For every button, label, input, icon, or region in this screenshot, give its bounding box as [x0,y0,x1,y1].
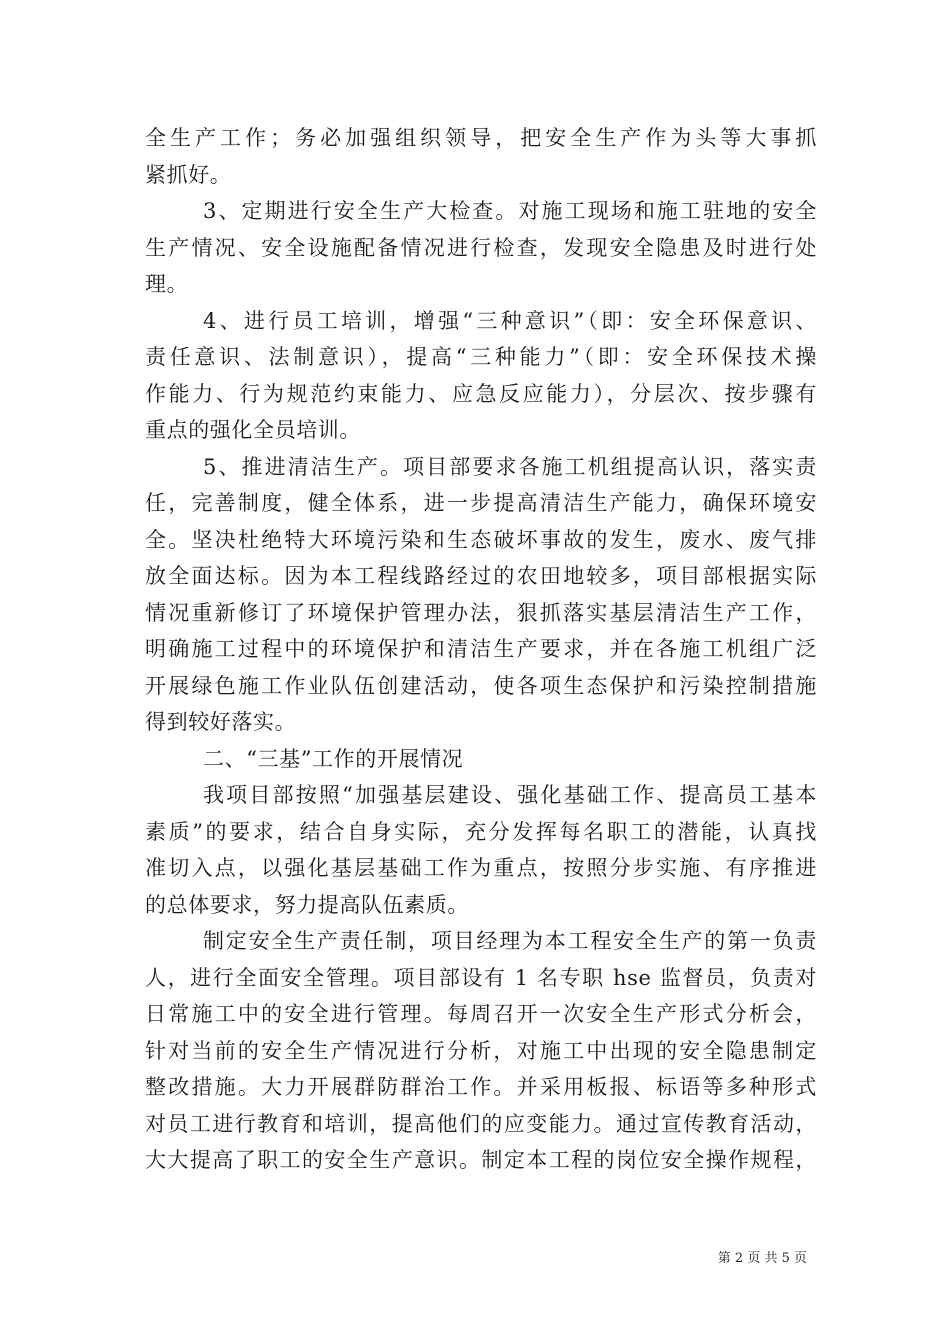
body-line: 生产情况、安全设施配备情况进行检查，发现安全隐患及时进行处 [145,235,817,260]
body-line: 3、定期进行安全生产大检查。对施工现场和施工驻地的安全 [203,199,817,223]
body-line: 得到较好落实。 [145,710,297,734]
body-line: 理。 [145,272,189,296]
body-line: 5、推进清洁生产。项目部要求各施工机组提高认识，落实责 [203,454,817,479]
body-line: 全。坚决杜绝特大环境污染和生态破坏事故的发生，废水、废气排 [145,527,817,552]
body-line: 制定安全生产责任制，项目经理为本工程安全生产的第一负责 [203,929,817,953]
body-line: 作能力、行为规范约束能力、应急反应能力），分层次、按步骤有 [145,381,817,406]
body-line: 紧抓好。 [145,162,232,187]
body-line: 责任意识、法制意识），提高“三种能力”（即：安全环保技术操 [145,345,817,369]
body-line: 针对当前的安全生产情况进行分析，对施工中出现的安全隐患制定 [145,1038,817,1063]
body-line: 明确施工过程中的环境保护和清洁生产要求，并在各施工机组广泛 [145,637,817,661]
body-line: 日常施工中的安全进行管理。每周召开一次安全生产形式分析会， [145,1002,817,1026]
body-line: 开展绿色施工作业队伍创建活动，使各项生态保护和污染控制措施 [145,673,817,698]
body-line: 4、进行员工培训，增强“三种意识”（即：安全环保意识、 [203,308,817,333]
body-line: 重点的强化全员培训。 [145,418,361,442]
body-line: 全生产工作；务必加强组织领导，把安全生产作为头等大事抓 [145,126,817,150]
body-line: 人，进行全面安全管理。项目部设有 1 名专职 hse 监督员，负责对 [145,965,817,990]
page-number-footer: 第 2 页 共 5 页 [717,1251,807,1266]
section-heading: 二、“三基”工作的开展情况 [203,746,464,771]
body-line: 放全面达标。因为本工程线路经过的农田地较多，项目部根据实际 [145,564,817,588]
body-line: 的总体要求，努力提高队伍素质。 [145,892,469,917]
body-line: 我项目部按照“加强基层建设、强化基础工作、提高员工基本 [203,783,817,807]
body-line: 任，完善制度，健全体系，进一步提高清洁生产能力，确保环境安 [145,491,817,515]
body-line: 对员工进行教育和培训，提高他们的应变能力。通过宣传教育活动， [145,1111,817,1136]
document-body [145,120,817,1179]
body-line: 准切入点，以强化基层基础工作为重点，按照分步实施、有序推进 [145,856,817,880]
body-line: 大大提高了职工的安全生产意识。制定本工程的岗位安全操作规程， [145,1148,817,1172]
body-line: 情况重新修订了环境保护管理办法，狠抓落实基层清洁生产工作， [145,600,817,625]
body-line: 整改措施。大力开展群防群治工作。并采用板报、标语等多种形式 [145,1075,817,1099]
body-line: 素质”的要求，结合自身实际，充分发挥每名职工的潜能，认真找 [145,819,817,844]
